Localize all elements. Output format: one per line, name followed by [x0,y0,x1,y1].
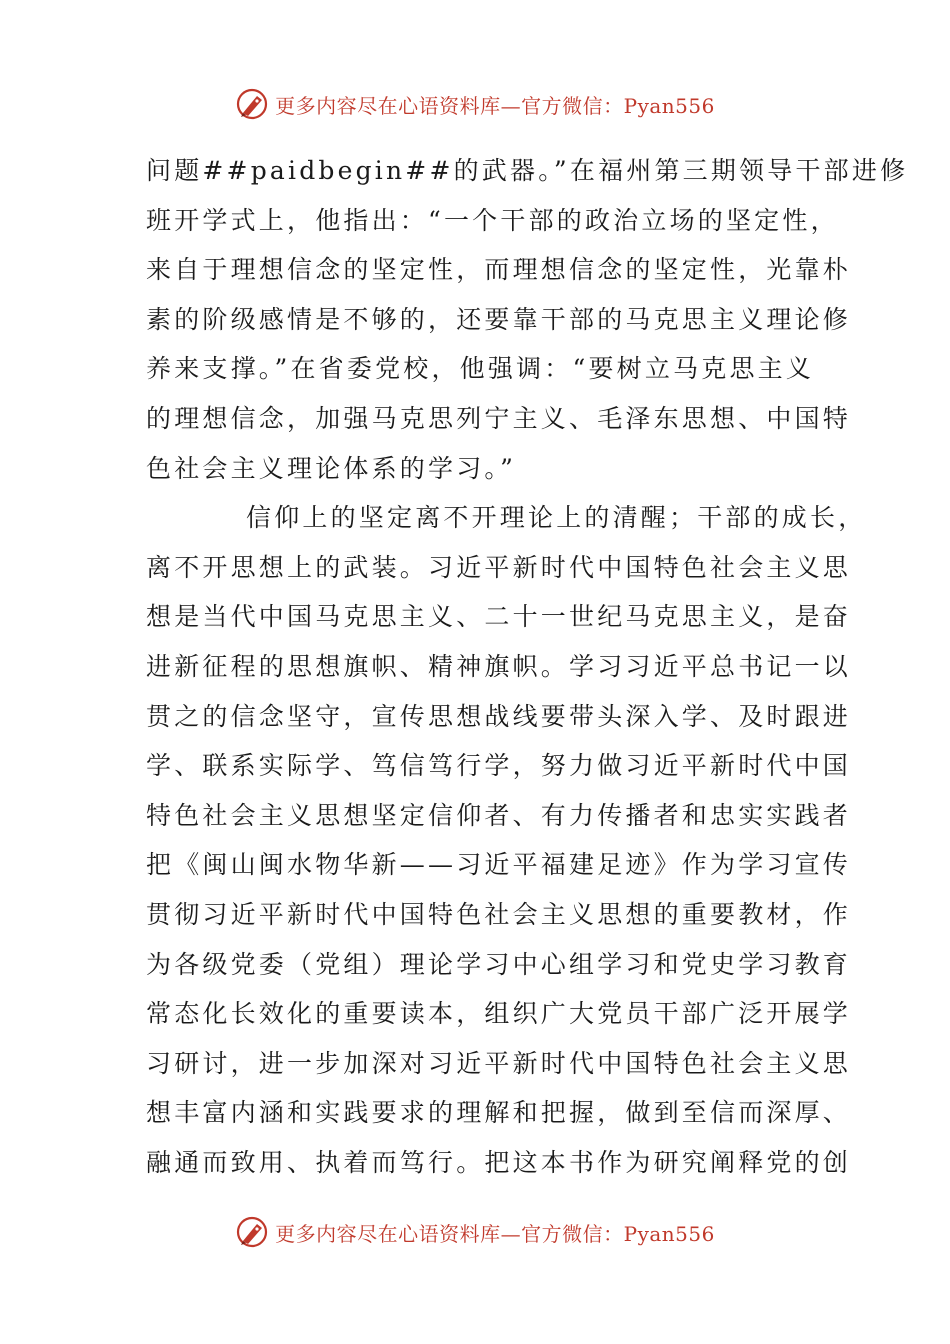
text-line: 为各级党委（党组）理论学习中心组学习和党史学习教育 [146,949,852,979]
text-line: 学、联系实际学、笃信笃行学，努力做习近平新时代中国 [146,751,852,781]
paragraph-first-line: 信仰上的坚定离不开理论上的清醒；干部的成长， [246,503,867,533]
text-line: 的理想信念，加强马克思列宁主义、毛泽东思想、中国特 [146,403,852,433]
text-line: 习研讨，进一步加深对习近平新时代中国特色社会主义思 [146,1048,852,1078]
document-body [146,146,909,1187]
text-line: 想是当代中国马克思主义、二十一世纪马克思主义，是奋 [146,602,852,632]
header-banner [0,84,950,124]
text-line: 班开学式上，他指出：“一个干部的政治立场的坚定性， [146,205,839,235]
text-line: 贯彻习近平新时代中国特色社会主义思想的重要教材，作 [146,899,852,929]
text-line: 离不开思想上的武装。习近平新时代中国特色社会主义思 [146,552,852,582]
text-line: 想丰富内涵和实践要求的理解和把握，做到至信而深厚、 [146,1098,852,1128]
text-line: 常态化长效化的重要读本，组织广大党员干部广泛开展学 [146,999,852,1029]
text-line: 进新征程的思想旗帜、精神旗帜。学习习近平总书记一以 [146,651,852,681]
text-line: 把《闽山闽水物华新——习近平福建足迹》作为学习宣传 [146,850,852,880]
text-line: 色社会主义理论体系的学习。” [146,453,517,483]
text-line: 养来支撑。”在省委党校，他强调：“要树立马克思主义 [146,354,815,384]
footer-banner-text: 更多内容尽在心语资料库—官方微信：Pyan556 [275,1221,715,1246]
text-line: 贯之的信念坚守，宣传思想战线要带头深入学、及时跟进 [146,701,852,731]
pen-nib-logo-icon [235,87,269,121]
pen-nib-logo-icon [235,1215,269,1249]
text-line: 来自于理想信念的坚定性，而理想信念的坚定性，光靠朴 [146,255,852,285]
footer-banner [0,1212,950,1252]
text-line: 融通而致用、执着而笃行。把这本书作为研究阐释党的创 [146,1147,852,1177]
text-line: 特色社会主义思想坚定信仰者、有力传播者和忠实实践者 [146,800,852,830]
text-line: 问题##paidbegin##的武器。”在福州第三期领导干部进修 [146,156,909,185]
header-banner-text: 更多内容尽在心语资料库—官方微信：Pyan556 [275,93,715,118]
text-line: 素的阶级感情是不够的，还要靠干部的马克思主义理论修 [146,304,852,334]
